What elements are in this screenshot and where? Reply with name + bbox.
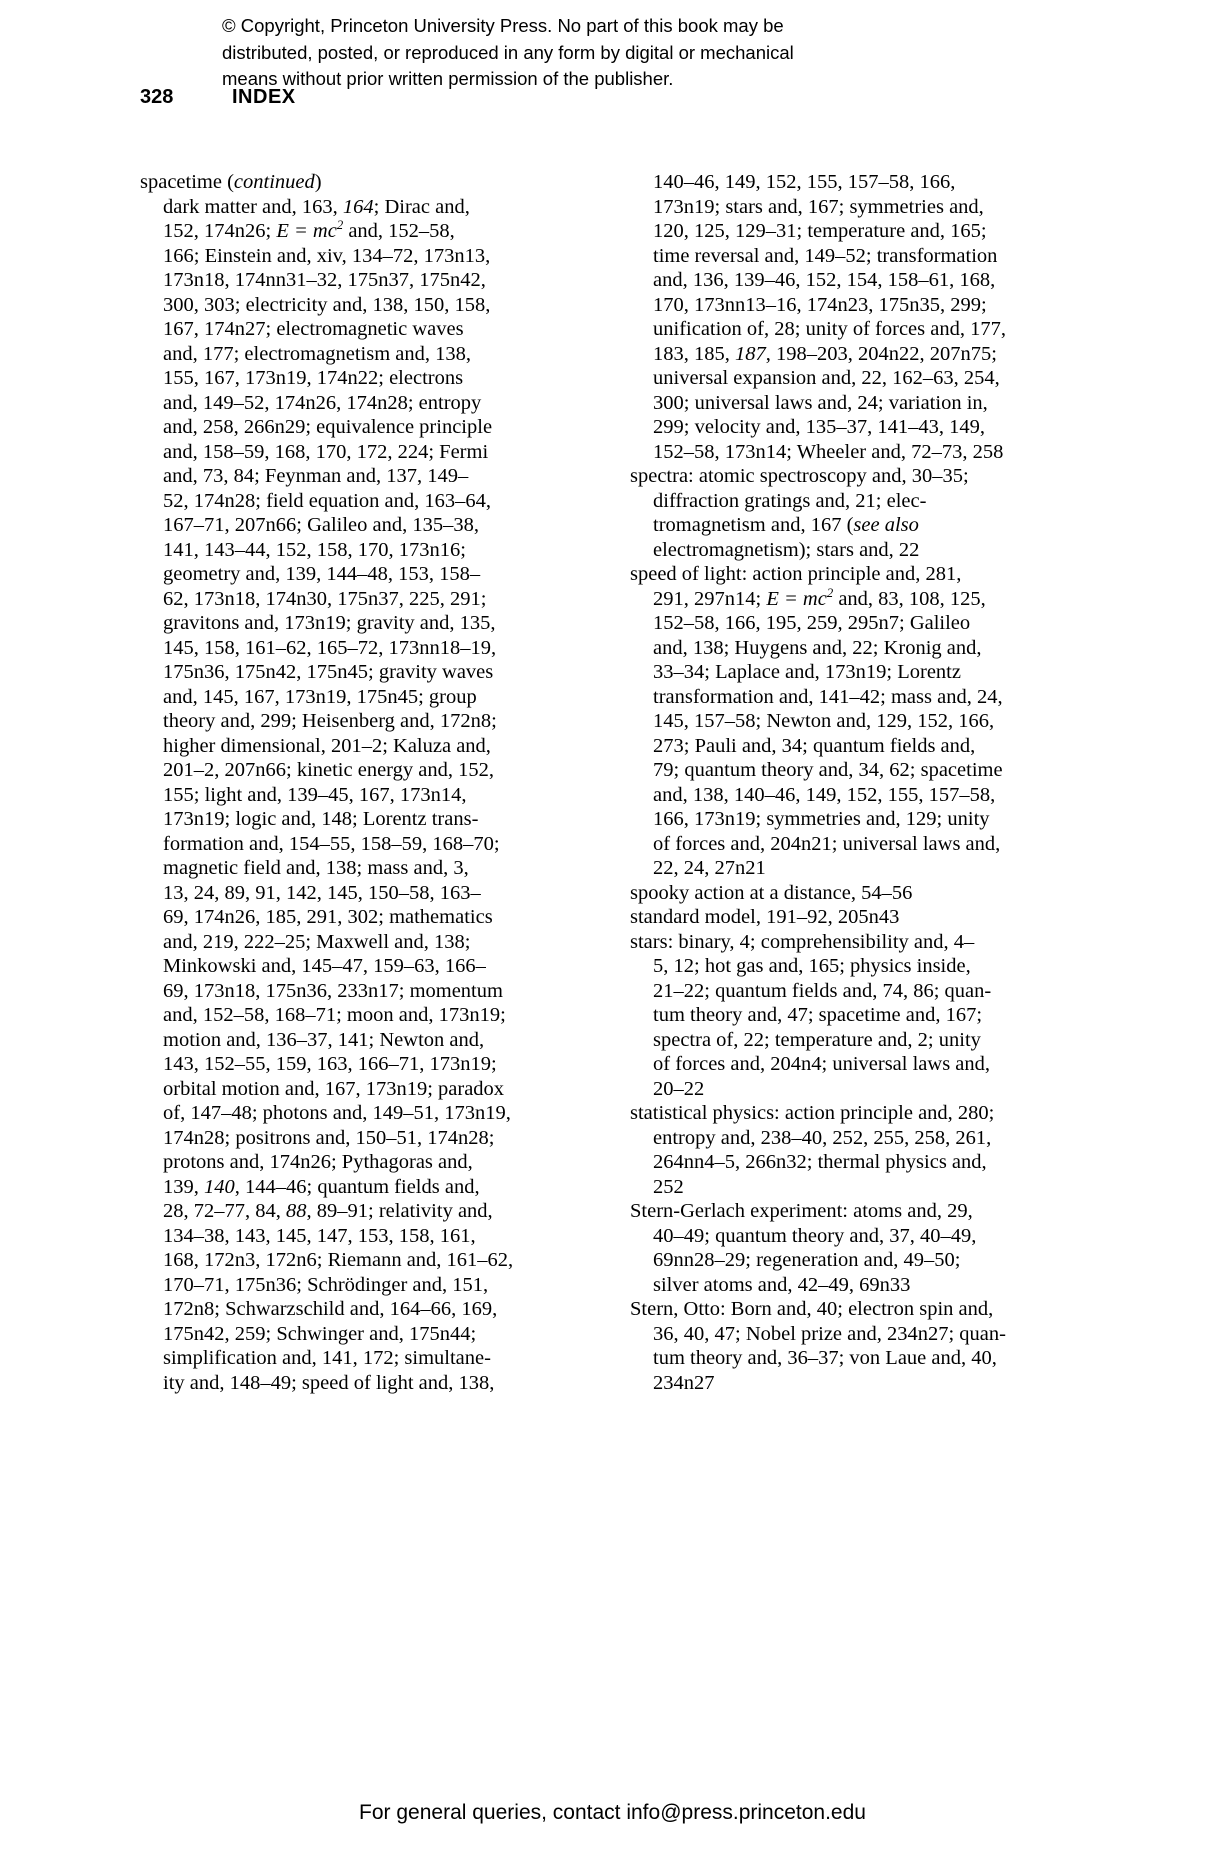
index-line: 120, 125, 129–31; temperature and, 165; [653,220,987,242]
index-line: 175n36, 175n42, 175n45; gravity waves [163,661,494,683]
index-line: 170–71, 175n36; Schrödinger and, 151, [163,1273,489,1296]
index-line: 28, 72–77, 84, 88, 89–91; relativity and, [163,1200,493,1222]
index-line: and, 138, 140–46, 149, 152, 155, 157–58, [653,783,996,806]
index-line: spooky action at a distance, 54–56 [630,881,913,904]
index-line: tromagnetism and, 167 (see also [653,514,919,536]
index-line: protons and, 174n26; Pythagoras and, [163,1151,473,1173]
index-line: ity and, 148–49; speed of light and, 138, [163,1371,495,1394]
index-line: 299; velocity and, 135–37, 141–43, 149, [653,416,985,438]
index-line: tum theory and, 47; spacetime and, 167; [653,1004,983,1026]
index-column-right [630,170,1100,1395]
index-line: 201–2, 207n66; kinetic energy and, 152, [163,759,494,781]
index-line: 167–71, 207n66; Galileo and, 135–38, [163,514,480,536]
index-line: dark matter and, 163, 164; Dirac and, [163,195,470,218]
index-line: geometry and, 139, 144–48, 153, 158– [163,563,481,585]
index-line: 166, 173n19; symmetries and, 129; unity [653,808,990,830]
index-line: diffraction gratings and, 21; elec- [653,489,927,512]
index-line: 175n42, 259; Schwinger and, 175n44; [163,1322,477,1345]
index-line: higher dimensional, 201–2; Kaluza and, [163,734,491,757]
index-line: entropy and, 238–40, 252, 255, 258, 261, [653,1126,992,1149]
index-line: of forces and, 204n21; universal laws and, [653,832,1001,855]
index-line: 13, 24, 89, 91, 142, 145, 150–58, 163– [163,881,481,904]
index-line: 5, 12; hot gas and, 165; physics inside, [653,955,971,977]
index-line: 152, 174n26; $E = mc^2$ and, 152–58, [163,218,455,242]
index-line: 145, 158, 161–62, 165–72, 173nn18–19, [163,636,497,659]
index-line: spectra of, 22; temperature and, 2; unity [653,1028,981,1051]
index-line: 40–49; quantum theory and, 37, 40–49, [653,1224,977,1247]
index-line: and, 73, 84; Feynman and, 137, 149– [163,465,469,487]
index-line: 172n8; Schwarzschild and, 164–66, 169, [163,1298,498,1320]
index-line: statistical physics: action principle and, 280; [630,1102,995,1124]
index-line: gravitons and, 173n19; gravity and, 135, [163,612,496,634]
index-line: of, 147–48; photons and, 149–51, 173n19, [163,1102,511,1124]
index-line: speed of light: action principle and, 281, [630,563,962,585]
index-line: tum theory and, 36–37; von Laue and, 40, [653,1347,997,1369]
index-line: magnetic field and, 138; mass and, 3, [163,857,469,879]
copyright-line: distributed, posted, or reproduced in any form by digital or mechanical [222,41,794,63]
index-line: 252 [653,1175,684,1198]
index-line: 166; Einstein and, xiv, 134–72, 173n13, [163,244,491,267]
index-line: and, 136, 139–46, 152, 154, 158–61, 168, [653,269,996,291]
index-line: electromagnetism); stars and, 22 [653,538,920,561]
index-line: 155, 167, 173n19, 174n22; electrons [163,367,464,389]
index-line: 173n19; stars and, 167; symmetries and, [653,195,984,218]
running-head-title: INDEX [232,86,296,108]
index-line: and, 149–52, 174n26, 174n28; entropy [163,391,482,414]
index-line: 22, 24, 27n21 [653,857,766,879]
index-line: 291, 297n14; $E = mc^2$ and, 83, 108, 125, [653,585,986,610]
index-line: 273; Pauli and, 34; quantum fields and, [653,734,976,757]
index-line: 155; light and, 139–45, 167, 173n14, [163,783,467,806]
index-line: 140–46, 149, 152, 155, 157–58, 166, [653,171,956,193]
index-line: and, 152–58, 168–71; moon and, 173n19; [163,1004,506,1026]
index-line: motion and, 136–37, 141; Newton and, [163,1028,485,1051]
index-line: and, 145, 167, 173n19, 175n45; group [163,685,477,708]
index-line: formation and, 154–55, 158–59, 168–70; [163,832,500,855]
index-line: unification of, 28; unity of forces and, 177, [653,318,1006,340]
index-line: 36, 40, 47; Nobel prize and, 234n27; quan- [653,1322,1006,1345]
index-line: 62, 173n18, 174n30, 175n37, 225, 291; [163,587,487,610]
index-line: of forces and, 204n4; universal laws and, [653,1053,991,1075]
index-line: 168, 172n3, 172n6; Riemann and, 161–62, [163,1249,514,1271]
index-line: 52, 174n28; field equation and, 163–64, [163,489,491,512]
index-line: 79; quantum theory and, 34, 62; spacetime [653,759,1003,781]
index-line: theory and, 299; Heisenberg and, 172n8; [163,710,497,732]
index-line: 21–22; quantum fields and, 74, 86; quan- [653,979,992,1002]
index-line: Stern-Gerlach experiment: atoms and, 29, [630,1200,973,1222]
index-line: 33–34; Laplace and, 173n19; Lorentz [653,661,961,683]
index-line: 139, 140, 144–46; quantum fields and, [163,1175,480,1198]
index-line: transformation and, 141–42; mass and, 24, [653,685,1003,708]
index-line: 174n28; positrons and, 150–51, 174n28; [163,1126,495,1149]
index-line: spectra: atomic spectroscopy and, 30–35; [630,465,969,487]
index-line: standard model, 191–92, 205n43 [630,906,900,928]
index-line: silver atoms and, 42–49, 69n33 [653,1273,911,1296]
index-line: 69, 173n18, 175n36, 233n17; momentum [163,979,503,1002]
index-line: 20–22 [653,1077,705,1100]
copyright-line: © Copyright, Princeton University Press. No part of this book may be [222,15,784,36]
index-line: 145, 157–58; Newton and, 129, 152, 166, [653,710,995,732]
index-line: and, 258, 266n29; equivalence principle [163,416,493,438]
index-line: 170, 173nn13–16, 174n23, 175n35, 299; [653,293,987,316]
index-line: 264nn4–5, 266n32; thermal physics and, [653,1151,987,1173]
index-column-left [140,170,570,1395]
index-line: 152–58, 173n14; Wheeler and, 72–73, 258 [653,440,1004,463]
index-line: 234n27 [653,1371,715,1394]
page-number: 328 [140,86,174,108]
index-line: Minkowski and, 145–47, 159–63, 166– [163,955,486,977]
index-line: orbital motion and, 167, 173n19; paradox [163,1077,505,1100]
index-line: 69, 174n26, 185, 291, 302; mathematics [163,906,493,928]
index-line: universal expansion and, 22, 162–63, 254, [653,367,1000,389]
index-line: 167, 174n27; electromagnetic waves [163,318,464,340]
index-line: 143, 152–55, 159, 163, 166–71, 173n19; [163,1053,497,1075]
index-line: 300; universal laws and, 24; variation in, [653,391,988,414]
index-line: 134–38, 143, 145, 147, 153, 158, 161, [163,1224,476,1247]
index-line: 141, 143–44, 152, 158, 170, 173n16; [163,538,466,561]
index-line: spacetime (continued) [140,171,322,193]
index-line: time reversal and, 149–52; transformation [653,244,998,267]
index-line: and, 158–59, 168, 170, 172, 224; Fermi [163,440,489,463]
index-line: 173n18, 174nn31–32, 175n37, 175n42, [163,269,486,291]
copyright-notice [222,13,794,93]
index-line: Stern, Otto: Born and, 40; electron spin and, [630,1298,994,1320]
index-line: 69nn28–29; regeneration and, 49–50; [653,1249,961,1271]
index-line: and, 219, 222–25; Maxwell and, 138; [163,930,471,953]
index-line: and, 138; Huygens and, 22; Kronig and, [653,636,982,659]
index-line: 300, 303; electricity and, 138, 150, 158, [163,293,491,316]
index-line: and, 177; electromagnetism and, 138, [163,342,471,365]
index-line: 152–58, 166, 195, 259, 295n7; Galileo [653,612,971,634]
index-line: 183, 185, 187, 198–203, 204n22, 207n75; [653,342,997,365]
running-head [0,86,1225,110]
footer-contact: For general queries, contact info@press.princeton.edu [359,1801,866,1824]
index-line: simplification and, 141, 172; simultane- [163,1347,491,1369]
index-line: 173n19; logic and, 148; Lorentz trans- [163,808,479,830]
copyright-line: means without prior written permission of the publisher. [222,68,674,89]
index-line: stars: binary, 4; comprehensibility and, 4– [630,930,975,953]
